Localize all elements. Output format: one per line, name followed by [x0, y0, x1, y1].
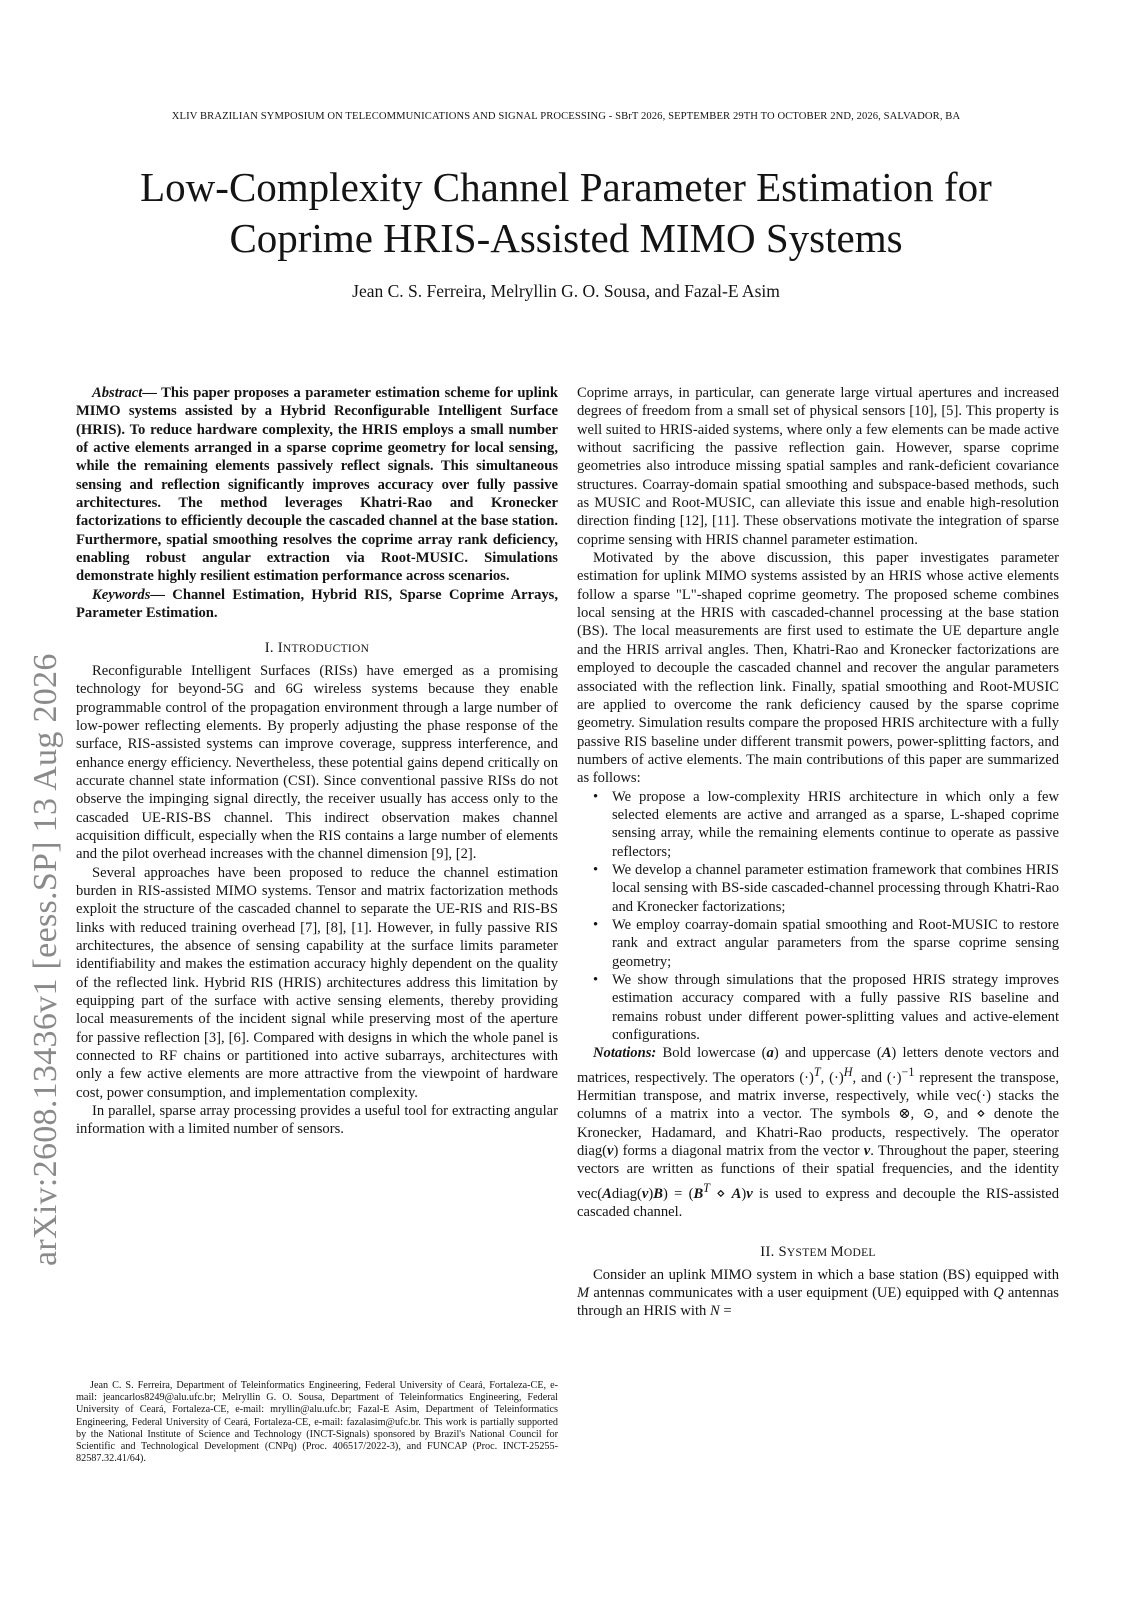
notations-text: represent the transpose, Hermitian transpose, and matrix inverse, respectively, while vec(·) stacks the columns of a matrix into a vector. The symbols ⊗, ⊙, and ⋄ denote the Kronecker, Hadamard, and Khatri-Rao products, respectively. The operator diag( [577, 1069, 1059, 1159]
math-superscript: −1 [901, 1064, 915, 1079]
math-symbol: A [602, 1185, 612, 1202]
intro-paragraph-4: Coprime arrays, in particular, can generate large virtual apertures and increased degrees of freedom from a small set of physical sensors [10], [5]. This property is well suited to HRIS-aided systems, where only a few elements can be made active without sacrificing the passive reflection gain. However, sparse coprime geometries also introduce missing spatial samples and rank-deficient covariance structures. Coarray-domain spatial smoothing and subspace-based methods, such as MUSIC and Root-MUSIC, can alleviate this issue and enable high-resolution direction finding [12], [11]. These observations motivate the integration of sparse coprime sensing with HRIS channel parameter estimation. [577, 385, 1059, 548]
notations-text: Bold lowercase ( [656, 1045, 767, 1062]
math-symbol: A [731, 1185, 742, 1202]
section-heading-system-model [577, 1243, 1059, 1262]
bullet-glyph: • [593, 788, 599, 805]
bullet-glyph: • [593, 916, 599, 933]
left-column [76, 384, 558, 1139]
notations-text: ) forms a diagonal matrix from the vector [613, 1142, 864, 1159]
math-symbol: N [709, 1303, 720, 1320]
section-title-rest: ODEL [843, 1247, 876, 1260]
math-symbol: v [607, 1142, 614, 1159]
running-header: XLIV BRAZILIAN SYMPOSIUM ON TELECOMMUNICATIONS AND SIGNAL PROCESSING - SBrT 2026, SEPTEMBER 29TH TO OCTOBER 2ND, 2026, SALVADOR, BA [171, 111, 961, 122]
intro-paragraph-1: Reconfigurable Intelligent Surfaces (RISs) have emerged as a promising technology for beyond-5G and 6G wireless systems because they enable programmable control of the propagation environment through a large number of low-power reflecting elements. By properly adjusting the phase response of the surface, RIS-assisted systems can improve coverage, suppress interference, and enhance energy efficiency. Nevertheless, these potential gains depend critically on accurate channel state information (CSI). Since conventional passive RISs do not observe the impinging signal directly, the receiver usually has access only to the cascaded UE-RIS-BS channel. This indirect observation makes channel acquisition difficult, especially when the RIS contains a large number of elements and the pilot overhead increases with the channel dimension [9], [2]. [76, 662, 558, 863]
math-symbol: M [577, 1284, 590, 1301]
title-line-2: Coprime HRIS-Assisted MIMO Systems [229, 215, 903, 261]
contribution-text: We propose a low-complexity HRIS architecture in which only a few selected elements are active and arranged as a sparse, L-shaped coprime sensing array, while the remaining elements continue to operate as passive reflectors; [612, 788, 1059, 860]
body-text: antennas communicates with a user equipment (UE) equipped with [589, 1284, 994, 1301]
notations-text: is used to express and decouple the RIS-assisted cascaded channel. [577, 1185, 1059, 1220]
bullet-glyph: • [593, 861, 599, 878]
math-symbol: v [641, 1185, 649, 1202]
contribution-item [577, 788, 1059, 861]
intro-paragraph-5: Motivated by the above discussion, this paper investigates parameter estimation for uplink MIMO systems assisted by an HRIS whose active elements follow a sparse "L"-shaped coprime geometry. The proposed scheme combines local sensing at the HRIS with cascaded-channel processing at the base station (BS). The local measurements are first used to estimate the UE departure angle and the HRIS arrival angles. Then, Khatri-Rao and Kronecker factorizations are employed to decouple the cascaded channel and recover the angular parameters associated with the reflection link. Finally, spatial smoothing and Root-MUSIC are applied to overcome the rank deficiency caused by the sparse coprime geometry. Simulation results compare the proposed HRIS architecture with a fully passive RIS baseline under different transmit powers, power-splitting factors, and numbers of active elements. The main contributions of this paper are summarized as follows: [577, 550, 1059, 787]
math-symbol: B [653, 1185, 663, 1202]
notations-text: ) and uppercase ( [773, 1045, 882, 1062]
keywords-text: — Channel Estimation, Hybrid RIS, Sparse Coprime Arrays, Parameter Estimation. [76, 586, 558, 622]
notations-text: ) [741, 1185, 747, 1202]
notations-paragraph [577, 1044, 1059, 1221]
keywords [76, 586, 558, 623]
math-symbol: a [766, 1045, 774, 1062]
notations-text: ) letters denote vectors and matrices, respectively. The operators (·) [577, 1045, 1059, 1086]
footnote [76, 1380, 558, 1465]
section-title-capital: M [830, 1244, 844, 1261]
keywords-label: Keywords [92, 586, 151, 603]
math-symbol: Q [993, 1284, 1004, 1301]
notations-text: , and (·) [852, 1069, 902, 1086]
contribution-item [577, 971, 1059, 1044]
paper-title [60, 162, 1072, 264]
body-text: antennas through an HRIS with [577, 1284, 1059, 1320]
intro-paragraph-2: Several approaches have been proposed to reduce the channel estimation burden in RIS-assisted MIMO systems. Tensor and matrix factorization methods exploit the structure of the cascaded channel to separate the UE-RIS and RIS-BS links with reduced training overhead [7], [8], [1]. However, in fully passive RIS architectures, the absence of sensing capability at the surface limits parameter identifiability and makes the estimation accuracy highly dependent on the quality of the reflected link. Hybrid RIS (HRIS) architectures address this limitation by equipping part of the surface with active sensing elements, thereby providing local measurements of the incident signal while preserving most of the aperture for passive reflection [3], [6]. Compared with designs in which the whole panel is connected to RF chains or partitioned into active subarrays, architectures with only a few active elements are more attractive from the viewpoint of hardware cost, power consumption, and implementation complexity. [76, 864, 558, 1101]
system-model-paragraph-1 [577, 1266, 1059, 1321]
section-heading-introduction [76, 639, 558, 658]
section-numeral: I. I [264, 640, 283, 657]
math-superscript: H [843, 1064, 853, 1079]
contribution-text: We show through simulations that the proposed HRIS strategy improves estimation accuracy compared with a fully passive RIS baseline and remains robust under different power-splitting values and active-element configurations. [612, 972, 1059, 1044]
arxiv-identifier: arXiv:2608.13436v1 [eess.SP] 13 Aug 2026 [27, 653, 64, 1266]
notations-text: , (·) [820, 1069, 844, 1086]
notations-text: ) [648, 1185, 654, 1202]
math-symbol: v [746, 1185, 753, 1202]
right-column [577, 384, 1059, 1321]
math-symbol: A [881, 1045, 892, 1062]
contribution-text: We develop a channel parameter estimation framework that combines HRIS local sensing with BS-side cascaded-channel processing through Khatri-Rao and Kronecker factorizations; [612, 861, 1059, 915]
footnote-text: Jean C. S. Ferreira, Department of Teleinformatics Engineering, Federal University of Ceará, Fortaleza-CE, e-mail: jeancarlos8249@alu.ufc.br; Melryllin G. O. Sousa, Department of Teleinformatics Engineering, Federal University of Ceará, Fortaleza-CE, e-mail: mryllin@alu.ufc.br; Fazal-E Asim, Department of Teleinformatics Engineering, Federal University of Ceará, Fortaleza-CE, e-mail: fazalasim@ufc.br. This work is partially supported by the National Institute of Science and Technology (INCT-Signals) sponsored by Brazil's National Council for Scientific and Technological Development (CNPq) (Proc. 406517/2022-3), and FUNCAP (Proc. INCT-25255-82587.32.41/64). [76, 1380, 558, 1465]
math-superscript: T [813, 1064, 821, 1079]
bullet-glyph: • [593, 972, 599, 988]
contribution-item [577, 861, 1059, 916]
math-superscript: T [703, 1180, 710, 1195]
author-list: Jean C. S. Ferreira, Melryllin G. O. Sousa, and Fazal-E Asim [352, 281, 780, 301]
body-text: Consider an uplink MIMO system in which a base station (BS) equipped with [593, 1266, 1059, 1283]
body-text: = [719, 1303, 732, 1320]
contribution-text: We employ coarray-domain spatial smoothing and Root-MUSIC to restore rank and extract angular parameters from the sparse coprime sensing geometry; [612, 916, 1059, 970]
math-symbol: v [863, 1142, 871, 1159]
abstract-label: Abstract [92, 385, 143, 401]
notations-text: ⋄ [709, 1185, 732, 1202]
contribution-item [577, 916, 1059, 971]
notations-text: diag( [611, 1185, 642, 1202]
abstract-text: — This paper proposes a parameter estimation scheme for uplink MIMO systems assisted by a Hybrid Reconfigurable Intelligent Surface (HRIS). To reduce hardware complexity, the HRIS employs a small number of active elements arranged in a sparse coprime geometry for local sensing, while the remaining elements passively reflect signals. This simultaneous sensing and reflection significantly improves accuracy over fully passive architectures. The method leverages Khatri-Rao and Kronecker factorizations to efficiently decouple the cascaded channel at the base station. Furthermore, spatial smoothing resolves the coprime array rank deficiency, enabling robust angular extraction via Root-MUSIC. Simulations demonstrate highly resilient estimation performance across scenarios. [76, 385, 558, 585]
notations-text: ) = ( [662, 1185, 694, 1202]
section-numeral: II. S [760, 1244, 787, 1261]
intro-paragraph-3: In parallel, sparse array processing provides a useful tool for extracting angular information with a limited number of sensors. [76, 1103, 558, 1138]
section-title-rest: NTRODUCTION [282, 643, 370, 656]
section-title-rest: YSTEM [786, 1247, 831, 1260]
math-symbol: B [693, 1185, 704, 1202]
abstract [76, 384, 558, 586]
contribution-list [577, 788, 1059, 1045]
title-line-1: Low-Complexity Channel Parameter Estimation for [140, 164, 992, 210]
notations-label: Notations: [593, 1045, 657, 1062]
notations-text: . Throughout the paper, steering vectors are written as functions of their spatial frequencies, and the identity vec( [577, 1142, 1059, 1202]
